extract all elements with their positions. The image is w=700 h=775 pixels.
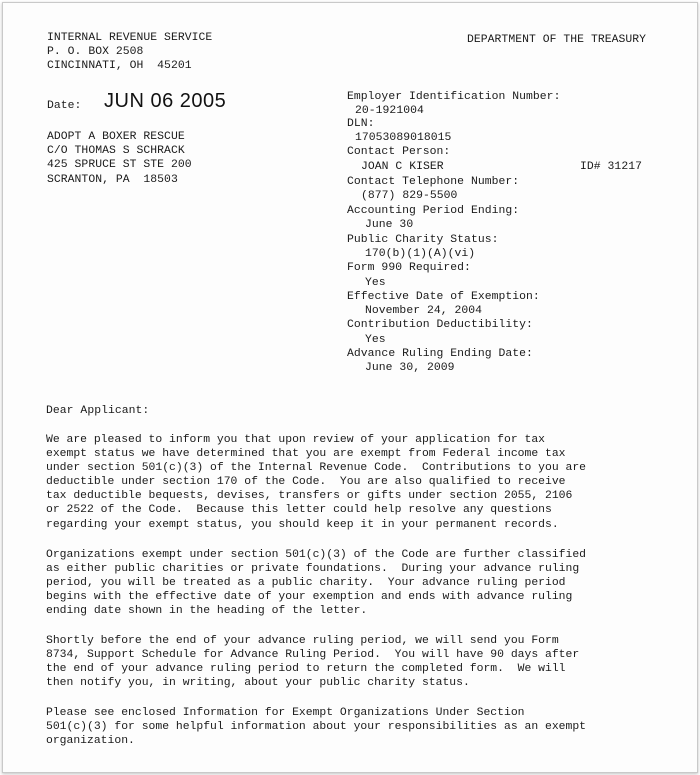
sender-line-1: INTERNAL REVENUE SERVICE — [47, 32, 213, 44]
dln-value: 17053089018015 — [355, 132, 452, 144]
charity-status-value: 170(b)(1)(A)(vi) — [365, 248, 476, 260]
contact-label: Contact Person: — [347, 146, 451, 158]
ruling-end-value: June 30, 2009 — [365, 362, 455, 374]
deductibility-value: Yes — [365, 334, 386, 346]
contact-value: JOAN C KISER — [361, 161, 444, 173]
ein-value: 20-1921004 — [355, 105, 424, 117]
phone-value: (877) 829-5500 — [361, 190, 458, 202]
deductibility-label: Contribution Deductibility: — [347, 319, 533, 331]
contact-id: ID# 31217 — [580, 161, 642, 173]
paragraph-line: or 2522 of the Code. Because this letter could help resolve any questions — [46, 504, 552, 517]
paragraph-line: 501(c)(3) for some helpful information about your responsibilities as an exempt — [46, 721, 587, 734]
paragraph-classification — [46, 548, 686, 618]
paragraph-line: ending date shown in the heading of the letter. — [46, 605, 368, 618]
form990-label: Form 990 Required: — [347, 262, 471, 274]
paragraph-line: the end of your advance ruling period to return the completed form. We will — [46, 663, 566, 676]
paragraph-advance-ruling — [46, 634, 686, 690]
effective-date-value: November 24, 2004 — [365, 305, 483, 317]
phone-label: Contact Telephone Number: — [347, 176, 520, 188]
charity-status-label: Public Charity Status: — [347, 234, 499, 246]
paragraph-line: under section 501(c)(3) of the Internal Revenue Code. Contributions to you are — [46, 462, 587, 475]
paragraph-line: Shortly before the end of your advance ruling period, we will send you Form — [46, 635, 559, 647]
recipient-line-3: 425 SPRUCE ST STE 200 — [47, 159, 192, 171]
sender-line-2: P. O. BOX 2508 — [47, 46, 144, 58]
paragraph-enclosure — [46, 706, 686, 748]
paragraph-line: tax deductible bequests, devises, transfers or gifts under section 2055, 2106 — [46, 490, 573, 503]
recipient-line-4: SCRANTON, PA 18503 — [47, 174, 178, 186]
paragraph-line: organization. — [46, 735, 135, 748]
paragraph-line: 8734, Support Schedule for Advance Ruling Period. You will have 90 days after — [46, 649, 580, 662]
paragraph-line: deductible under section 170 of the Code. You are also qualified to receive — [46, 476, 566, 489]
dln-label: DLN: — [347, 118, 375, 130]
paragraph-line: regarding your exempt status, you should keep it in your permanent records. — [46, 518, 559, 531]
paragraph-line: Organizations exempt under section 501(c)(3) of the Code are further classified — [46, 549, 587, 561]
date-label: Date: — [47, 100, 82, 112]
salutation: Dear Applicant: — [46, 405, 150, 417]
accounting-period-label: Accounting Period Ending: — [347, 205, 520, 217]
paragraph-line: Please see enclosed Information for Exempt Organizations Under Section — [46, 707, 525, 719]
accounting-period-value: June 30 — [365, 219, 414, 231]
department-heading: DEPARTMENT OF THE TREASURY — [467, 34, 647, 46]
date-stamp: JUN 06 2005 — [104, 90, 227, 112]
form990-value: Yes — [365, 277, 386, 289]
sender-line-3: CINCINNATI, OH 45201 — [47, 60, 192, 72]
paragraph-line: begins with the effective date of your exemption and ends with advance ruling — [46, 591, 573, 604]
ein-label: Employer Identification Number: — [347, 91, 561, 103]
ruling-end-label: Advance Ruling Ending Date: — [347, 348, 533, 360]
paragraph-exemption — [46, 433, 686, 532]
effective-date-label: Effective Date of Exemption: — [347, 291, 540, 303]
paragraph-line: period, you will be treated as a public charity. Your advance ruling period — [46, 577, 566, 590]
paragraph-line: exempt status we have determined that you are exempt from Federal income tax — [46, 448, 566, 461]
paragraph-line: as either public charities or private foundations. During your advance ruling — [46, 563, 580, 576]
paragraph-line: We are pleased to inform you that upon review of your application for tax — [46, 434, 545, 446]
recipient-line-1: ADOPT A BOXER RESCUE — [47, 131, 185, 143]
paragraph-line: then notify you, in writing, about your public charity status. — [46, 677, 470, 690]
recipient-line-2: C/O THOMAS S SCHRACK — [47, 145, 185, 157]
